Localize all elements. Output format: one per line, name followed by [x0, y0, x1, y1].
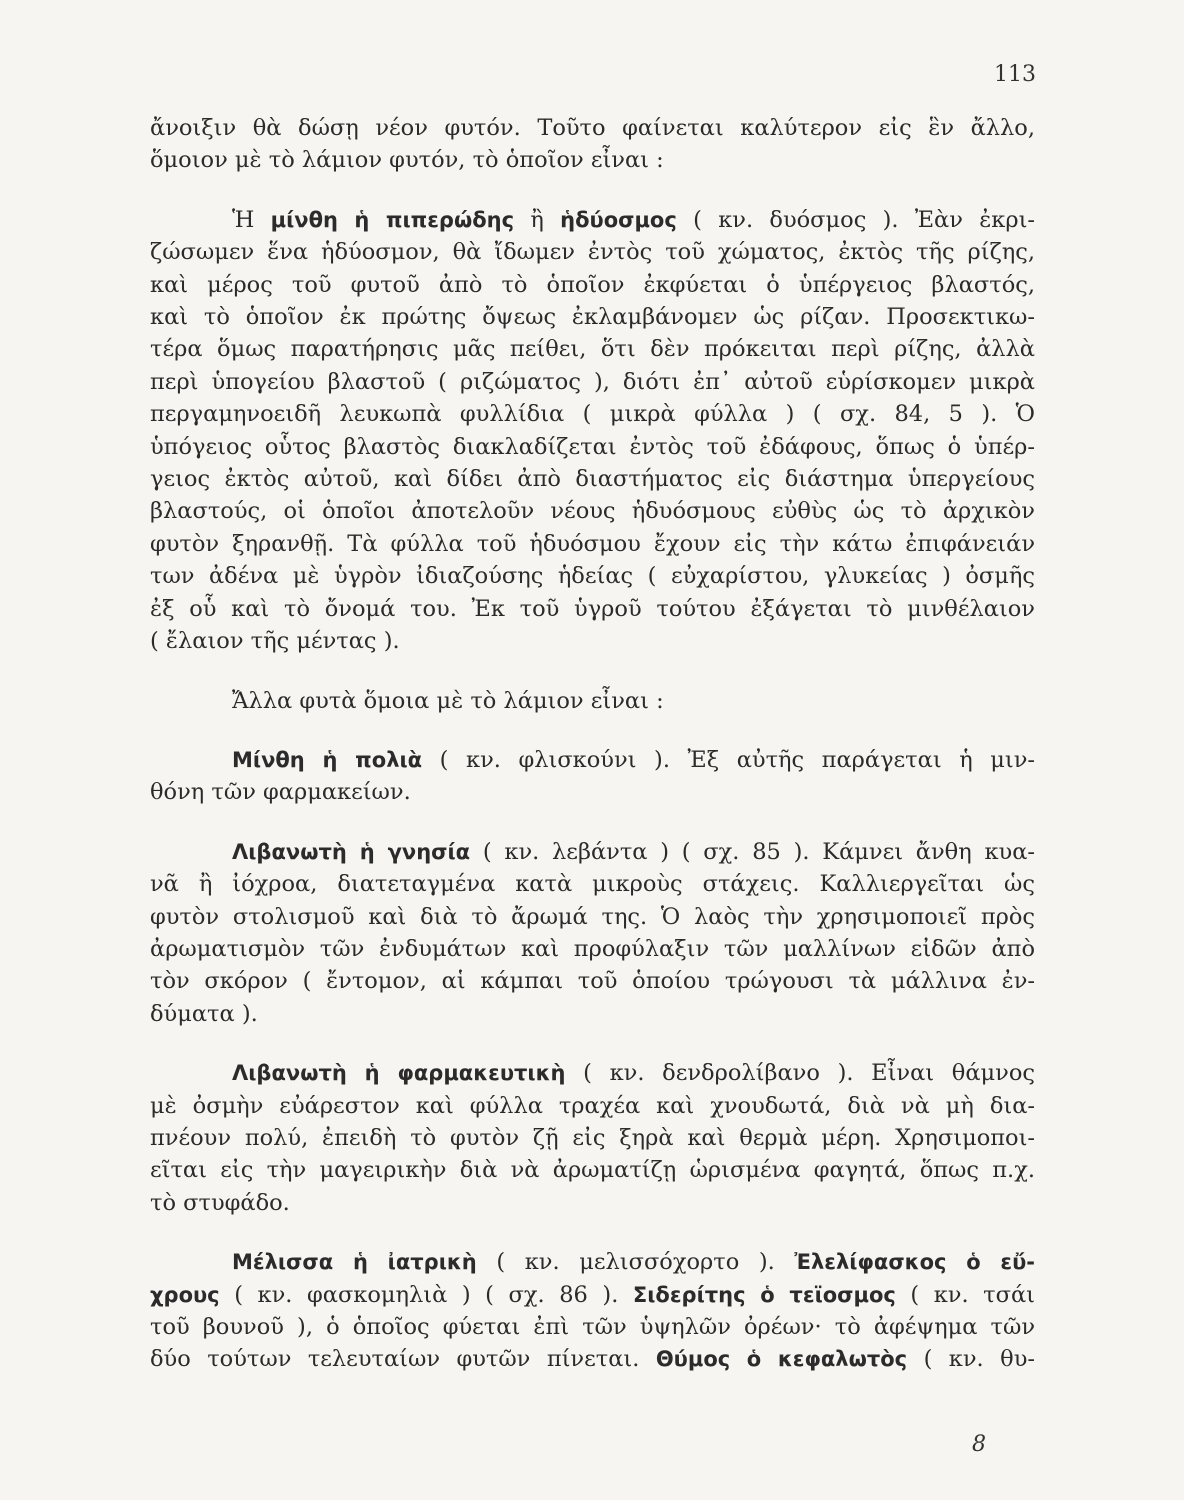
- text-line: Ἡ μίνθη ἡ πιπερώδης ἢ ἡδύοσμος ( κν. δυόσμος ). Ἐὰν ἐκρι-: [232, 206, 1035, 233]
- text-line: τοῦ βουνοῦ ), ὁ ὁποῖος φύεται ἐπὶ τῶν ὑψηλῶν ὀρέων· τὸ ἀφέψημα τῶν: [150, 1314, 1035, 1340]
- term-mintha-polia: Μίνθη ἡ πολιὰ: [232, 747, 423, 772]
- term-thymos: Θύμος ὁ κεφαλωτὸς: [655, 1347, 908, 1372]
- text-line: γειος ἐκτὸς αὐτοῦ, καὶ δίδει ἀπὸ διαστήματος εἰς διάστημα ὑπεργείους: [150, 466, 1035, 493]
- text-line: φυτὸν ξηρανθῇ. Τὰ φύλλα τοῦ ἡδυόσμου ἔχουν εἰς τὴν κάτω ἐπιφάνειάν: [150, 530, 1035, 557]
- text-line: Λιβανωτὴ ἡ φαρμακευτικὴ ( κν. δενδρολίβανο ). Εἶναι θάμνος: [232, 1060, 1035, 1087]
- text-line: πνέουν πολύ, ἐπειδὴ τὸ φυτὸν ζῇ εἰς ξηρὰ καὶ θερμὰ μέρη. Χρησιμοποι-: [150, 1124, 1035, 1151]
- text-line: δύματα ).: [150, 1000, 258, 1027]
- text-line: δύο τούτων τελευταίων φυτῶν πίνεται. Θύμος ὁ κεφαλωτὸς ( κν. θυ-: [150, 1346, 1035, 1373]
- text-line: περὶ ὑπογείου βλαστοῦ ( ριζώματος ), διότι ἐπ᾿ αὐτοῦ εὑρίσκομεν μικρὰ: [150, 368, 1035, 395]
- text-line: ἀρωματισμὸν τῶν ἐνδυμάτων καὶ προφύλαξιν τῶν μαλλίνων εἰδῶν ἀπὸ: [150, 935, 1035, 962]
- text-line: ζώσωμεν ἕνα ἡδύοσμον, θὰ ἴδωμεν ἐντὸς τοῦ χώματος, ἐκτὸς τῆς ρίζης,: [150, 239, 1035, 266]
- term-melissa-iatriki: Μέλισσα ἡ ἰατρικὴ: [232, 1250, 477, 1275]
- text-line: μὲ ὀσμὴν εὐάρεστον καὶ φύλλα τραχέα καὶ χνουδωτά, διὰ νὰ μὴ δια-: [150, 1092, 1035, 1119]
- text-line: τὸ στυφάδο.: [150, 1189, 290, 1216]
- text-line: καὶ μέρος τοῦ φυτοῦ ἀπὸ τὸ ὁποῖον ἐκφύεται ὁ ὑπέργειος βλαστός,: [150, 271, 1035, 298]
- text-line: Μίνθη ἡ πολιὰ ( κν. φλισκούνι ). Ἐξ αὐτῆς παράγεται ἡ μιν-: [232, 746, 1035, 773]
- text-line: ἐξ οὗ καὶ τὸ ὄνομά του. Ἐκ τοῦ ὑγροῦ τούτου ἐξάγεται τὸ μινθέλαιον: [150, 595, 1035, 622]
- term-livanoti-farmakeftiki: Λιβανωτὴ ἡ φαρμακευτικὴ: [232, 1061, 566, 1086]
- text-line: Ἄλλα φυτὰ ὅμοια μὲ τὸ λάμιον εἶναι :: [232, 687, 664, 714]
- text-line: ἄνοιξιν θὰ δώσῃ νέον φυτόν. Τοῦτο φαίνεται καλύτερον εἰς ἓν ἄλλο,: [150, 115, 1035, 141]
- text-line: Λιβανωτὴ ἡ γνησία ( κν. λεβάντα ) ( σχ. 85 ). Κάμνει ἄνθη κυα-: [232, 838, 1035, 865]
- text-line: ( ἔλαιον τῆς μέντας ).: [150, 628, 400, 655]
- text-line: εῖται εἰς τὴν μαγειρικὴν διὰ νὰ ἀρωματίζῃ ὡρισμένα φαγητά, ὅπως π.χ.: [150, 1157, 1035, 1184]
- term-sideritis: Σιδερίτης ὁ τεϊοσμος: [632, 1282, 896, 1307]
- term-idyosmos: ἡδύοσμος: [560, 207, 677, 232]
- text-line: ὑπόγειος οὗτος βλαστὸς διακλαδίζεται ἐντὸς τοῦ ἐδάφους, ὅπως ὁ ὑπέρ-: [150, 433, 1035, 460]
- term-livanoti-gnisia: Λιβανωτὴ ἡ γνησία: [232, 839, 471, 864]
- text-line: των ἀδένα μὲ ὑγρὸν ἰδιαζούσης ἡδείας ( εὐχαρίστου, γλυκείας ) ὀσμῆς: [150, 563, 1035, 590]
- text-line: φυτὸν στολισμοῦ καὶ διὰ τὸ ἄρωμά της. Ὁ λαὸς τὴν χρησιμοποιεῖ πρὸς: [150, 903, 1035, 930]
- text-line: χρους ( κν. φασκομηλιὰ ) ( σχ. 86 ). Σιδερίτης ὁ τεϊοσμος ( κν. τσάι: [150, 1281, 1035, 1308]
- text-line: τέρα ὅμως παρατήρησις μᾶς πείθει, ὅτι δὲν πρόκειται περὶ ρίζης, ἀλλὰ: [150, 336, 1035, 363]
- term-elelifaskos-cont: χρους: [150, 1282, 220, 1307]
- text-line: τὸν σκόρον ( ἔντομον, αἱ κάμπαι τοῦ ὁποίου τρώγουσι τὰ μάλλινα ἐν-: [150, 968, 1035, 995]
- text-line: ὅμοιον μὲ τὸ λάμιον φυτόν, τὸ ὁποῖον εἶναι :: [150, 147, 664, 174]
- signature-mark: 8: [972, 1432, 986, 1457]
- body-text: [150, 112, 1035, 1376]
- text-line: βλαστούς, οἱ ὁποῖοι ἀποτελοῦν νέους ἡδυόσμους εὐθὺς ὡς τὸ ἀρχικὸν: [150, 498, 1035, 525]
- text-line: περγαμηνοειδῆ λευκωπὰ φυλλίδια ( μικρὰ φύλλα ) ( σχ. 84, 5 ). Ὁ: [150, 401, 1035, 428]
- text-line: καὶ τὸ ὁποῖον ἐκ πρώτης ὄψεως ἐκλαμβάνομεν ὡς ρίζαν. Προσεκτικω-: [150, 304, 1035, 331]
- text-line: Μέλισσα ἡ ἰατρικὴ ( κν. μελισσόχορτο ). Ἐλελίφασκος ὁ εὔ-: [232, 1249, 1035, 1276]
- text-line: νᾶ ἢ ἰόχροα, διατεταγμένα κατὰ μικροὺς στάχεις. Καλλιεργεῖται ὡς: [150, 871, 1035, 898]
- term-elelifaskos: Ἐλελίφασκος ὁ εὔ-: [794, 1250, 1035, 1275]
- text-line: θόνη τῶν φαρμακείων.: [150, 779, 411, 806]
- term-mintha-piperodis: μίνθη ἡ πιπερώδης: [270, 207, 515, 232]
- page-number: 113: [994, 62, 1036, 87]
